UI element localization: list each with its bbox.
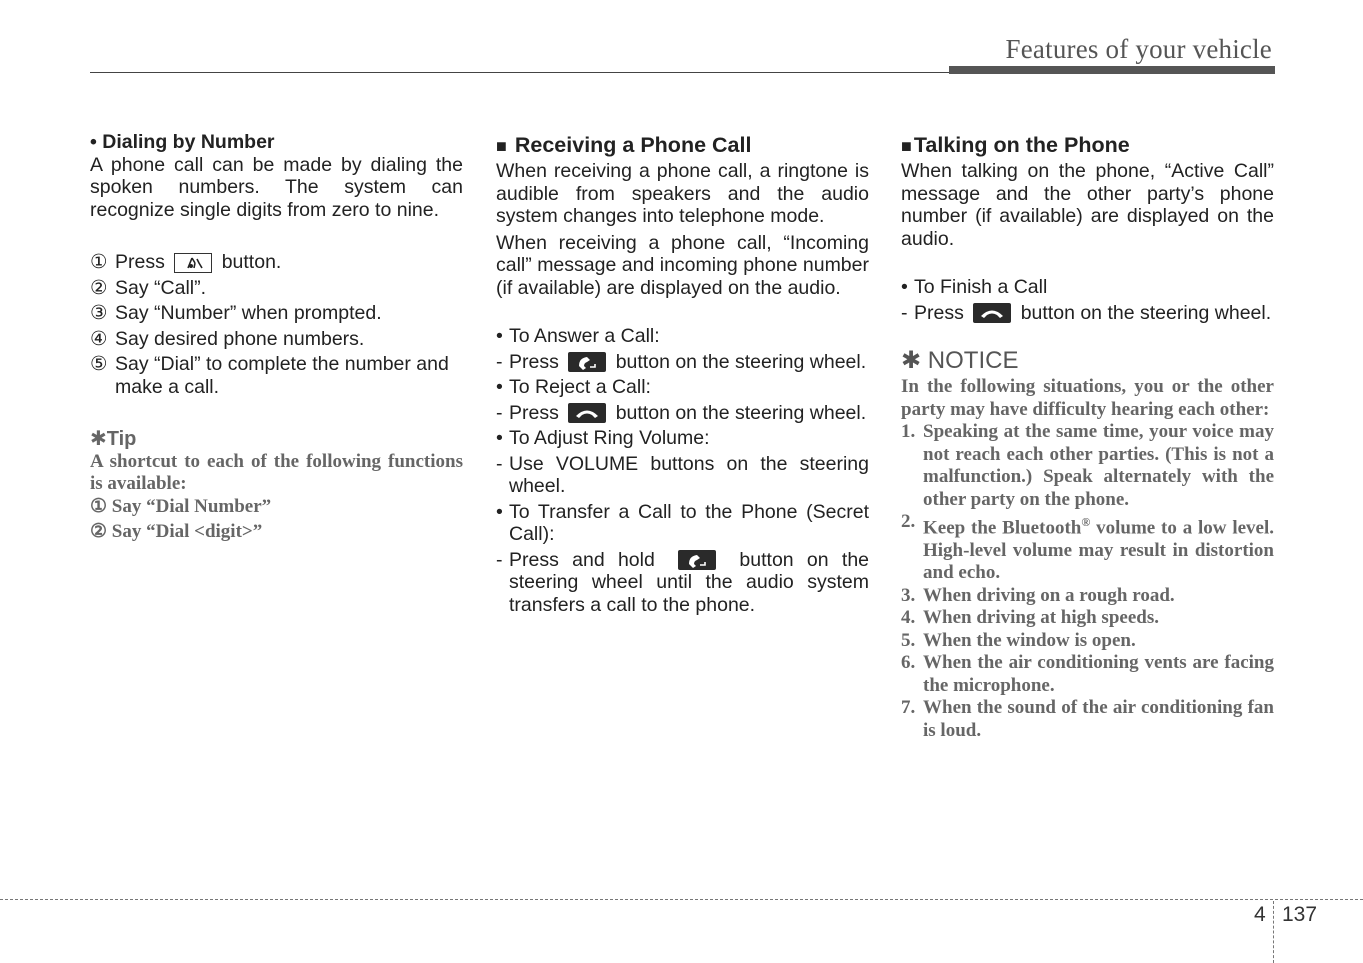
step-1 — [90, 251, 463, 274]
step-number: ① — [90, 251, 108, 273]
finish-title-text: To Finish a Call — [914, 276, 1048, 298]
transfer-pre: Press and hold — [509, 548, 655, 571]
talking-heading — [901, 131, 1274, 160]
transfer-title — [496, 501, 869, 546]
step-3 — [90, 302, 463, 325]
bullet: • — [496, 427, 503, 449]
reject-title — [496, 376, 869, 399]
step-number: ⑤ — [90, 353, 108, 375]
talking-para: When talking on the phone, “Active Call” message and the other party’s phone number (if available) are displayed on the audio. — [901, 160, 1274, 250]
talking-heading-text: Talking on the Phone — [913, 133, 1130, 157]
page-divider — [1273, 901, 1274, 963]
bullet: • — [496, 325, 503, 347]
notice-item-2: 2. Keep the Bluetooth® volume to a low level. High-level volume may result in distortion and echo. — [901, 511, 1274, 584]
receiving-heading — [496, 131, 869, 160]
receiving-para-1: When receiving a phone call, a ringtone is audible from speakers and the audio system changes into telephone mode. — [496, 160, 869, 227]
dialing-heading: • Dialing by Number — [90, 131, 275, 153]
reject-post: button on the steering wheel. — [615, 401, 867, 424]
notice-item-6: 6. When the air conditioning vents are facing the microphone. — [901, 652, 1274, 696]
notice-intro: In the following situations, you or the other party may have difficulty hearing each other: — [901, 376, 1274, 420]
finish-post: button on the steering wheel. — [1020, 301, 1272, 324]
dialing-text: A phone call can be made by dialing the spoken numbers. The system can recognize single digits from zero to nine. — [90, 153, 463, 221]
tip-text: A shortcut to each of the following functions is available: — [90, 450, 463, 494]
bullet: • — [901, 276, 908, 298]
reject-title-text: To Reject a Call: — [509, 376, 651, 398]
finish-instruction: - Press button on the steering wheel. — [901, 301, 1272, 324]
step-2 — [90, 277, 463, 300]
ring-title — [496, 427, 869, 450]
transfer-instruction: - Press and hold button on the steering wheel until the audio system transfers a call to the phone. — [496, 548, 870, 616]
finish-pre: Press — [914, 301, 964, 324]
ring-instruction: - Use VOLUME buttons on the steering wheel. — [496, 452, 869, 497]
step-text: Say desired phone numbers. — [115, 327, 365, 350]
step-1-post: button. — [221, 251, 282, 273]
ring-title-text: To Adjust Ring Volume: — [509, 427, 710, 449]
reject-pre: Press — [509, 401, 559, 424]
answer-pre: Press — [509, 350, 559, 373]
step-text: Say “Call”. — [115, 276, 207, 299]
answer-title — [496, 325, 869, 348]
tip-item-1: ① Say “Dial Number” — [90, 495, 272, 517]
step-1-pre: Press — [115, 251, 165, 273]
step-number: ④ — [90, 327, 108, 350]
notice-item-4: 4. When driving at high speeds. — [901, 607, 1159, 629]
bullet: • — [496, 500, 503, 523]
step-5 — [90, 353, 463, 398]
square-bullet-icon: ■ — [901, 136, 912, 156]
reject-instruction: - Press button on the steering wheel. — [496, 401, 867, 424]
notice-item-3: 3. When driving on a rough road. — [901, 584, 1175, 606]
notice-item-7: 7. When the sound of the air conditioning fan is loud. — [901, 697, 1274, 741]
transfer-title-text: To Transfer a Call to the Phone (Secret Call): — [509, 500, 869, 545]
column-1 — [90, 131, 463, 544]
answer-instruction: - Press button on the steering wheel. — [496, 350, 867, 373]
transfer-post: button on the steering wheel until the audio system transfers a call to the phone. — [509, 548, 870, 616]
square-bullet-icon: ■ — [496, 136, 507, 156]
answer-post: button on the steering wheel. — [615, 350, 867, 373]
ring-text: Use VOLUME buttons on the steering wheel. — [509, 452, 869, 497]
registered-mark: ® — [1081, 515, 1091, 529]
notice-title: ✱ NOTICE — [901, 347, 1019, 374]
column-3 — [901, 131, 1274, 742]
step-number: ② — [90, 276, 108, 299]
tip-item-2: ② Say “Dial <digit>” — [90, 521, 263, 542]
step-number: ③ — [90, 302, 108, 324]
notice-list — [901, 421, 1274, 742]
bullet: • — [496, 376, 503, 398]
receiving-heading-text: Receiving a Phone Call — [514, 133, 752, 157]
step-4 — [90, 328, 463, 351]
phone-answer-icon — [678, 550, 716, 570]
finish-title — [901, 276, 1274, 299]
footer-rule — [0, 899, 1363, 900]
page-number: 137 — [1282, 903, 1318, 926]
step-text: Say “Dial” to complete the number and make a call. — [115, 353, 449, 398]
column-2 — [496, 131, 869, 616]
receiving-para-2: When receiving a phone call, “Incoming call” message and incoming phone number (if available) are displayed on the audio. — [496, 231, 869, 299]
notice-item-5: 5. When the window is open. — [901, 629, 1136, 651]
voice-recognition-button-icon — [174, 253, 212, 273]
phone-hangup-icon — [568, 403, 606, 423]
phone-answer-icon — [568, 352, 606, 372]
page-header-title: Features of your vehicle — [1005, 34, 1272, 64]
step-text: Say “Number” when prompted. — [115, 302, 382, 324]
notice-item-1: 1. Speaking at the same time, your voice may not reach each other parties. (This is not a malfunction.) Speak alternately with the other party on the phone. — [901, 421, 1274, 510]
phone-hangup-icon — [973, 303, 1011, 323]
answer-title-text: To Answer a Call: — [509, 325, 660, 347]
header-bar — [949, 66, 1275, 74]
section-number: 4 — [1254, 903, 1266, 926]
tip-title: ✱Tip — [90, 428, 137, 450]
